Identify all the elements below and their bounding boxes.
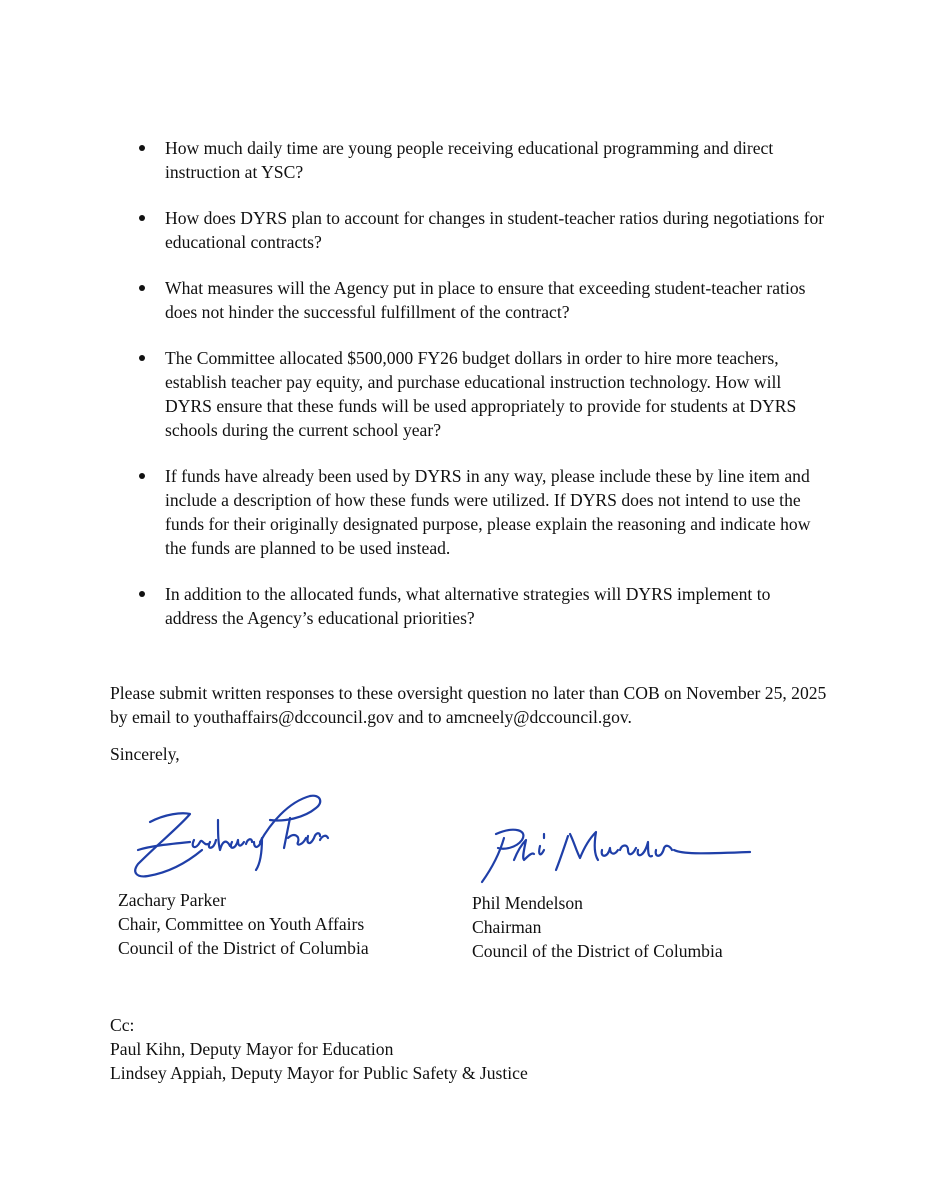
- bullet-icon: [139, 285, 145, 291]
- signatory-block-parker: [118, 888, 369, 960]
- bullet-icon: [139, 215, 145, 221]
- signatory-organization: Council of the District of Columbia: [472, 941, 723, 961]
- question-item: [0, 346, 927, 442]
- question-text: What measures will the Agency put in place to ensure that exceeding student-teacher ratios does not hinder the successful fulfillment of the contract?: [165, 278, 806, 322]
- signatory-block-mendelson: [472, 891, 723, 963]
- bullet-icon: [139, 591, 145, 597]
- signatory-name: Zachary Parker: [118, 890, 226, 910]
- question-text: The Committee allocated $500,000 FY26 budget dollars in order to hire more teachers, establish teacher pay equity, and purchase educational instruction technology. How will DYRS ensure that these funds will be used appropriately to provide for students at DYRS schools during the current school year?: [165, 348, 797, 440]
- signature-zachary-parker: [120, 780, 330, 880]
- signatory-title: Chairman: [472, 917, 542, 937]
- cc-recipient: Lindsey Appiah, Deputy Mayor for Public Safety & Justice: [110, 1063, 528, 1083]
- question-text: How does DYRS plan to account for changes in student-teacher ratios during negotiations for educational contracts?: [165, 208, 825, 252]
- cc-recipient: Paul Kihn, Deputy Mayor for Education: [110, 1039, 394, 1059]
- signatory-title: Chair, Committee on Youth Affairs: [118, 914, 365, 934]
- bullet-icon: [139, 145, 145, 151]
- question-list: [0, 136, 927, 652]
- signatory-name: Phil Mendelson: [472, 893, 583, 913]
- response-request: Please submit written responses to these oversight question no later than COB on November 25, 2025 by email to youthaffairs@dccouncil.gov and to amcneely@dccouncil.gov.: [110, 683, 827, 727]
- question-text: In addition to the allocated funds, what alternative strategies will DYRS implement to address the Agency’s educational priorities?: [165, 584, 771, 628]
- sign-off: Sincerely,: [110, 744, 180, 764]
- question-item: [0, 582, 927, 630]
- question-item: [0, 206, 927, 254]
- cc-block: [110, 1013, 528, 1085]
- question-text: If funds have already been used by DYRS in any way, please include these by line item and include a description of how these funds were utilized. If DYRS does not intend to use the funds for their originally designated purpose, please explain the reasoning and indicate how the funds are planned to be used instead.: [165, 466, 811, 558]
- signatory-organization: Council of the District of Columbia: [118, 938, 369, 958]
- question-text: How much daily time are young people receiving educational programming and direct instruction at YSC?: [165, 138, 774, 182]
- question-item: [0, 276, 927, 324]
- bullet-icon: [139, 355, 145, 361]
- bullet-icon: [139, 473, 145, 479]
- signature-phil-mendelson: [470, 820, 760, 890]
- question-item: [0, 464, 927, 560]
- cc-label: Cc:: [110, 1015, 135, 1035]
- question-item: [0, 136, 927, 184]
